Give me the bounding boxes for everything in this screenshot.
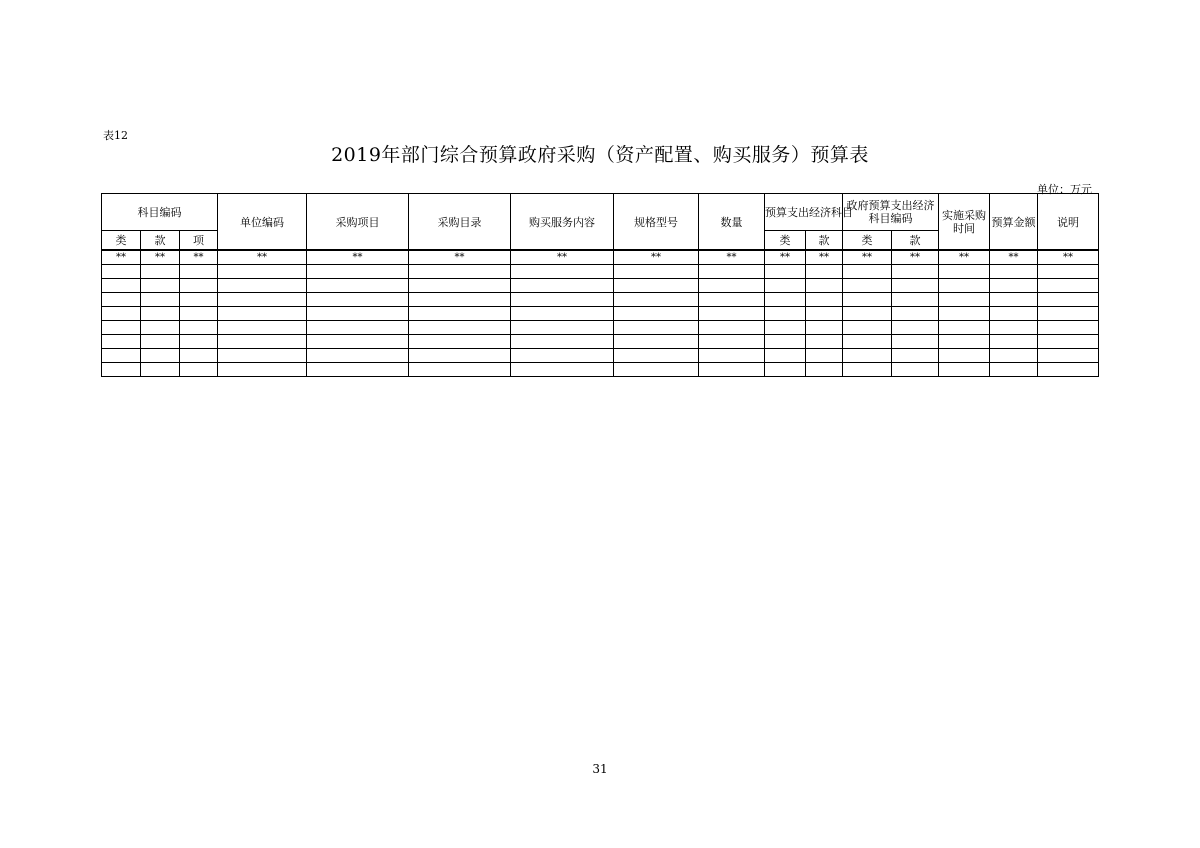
table-cell [939,265,990,279]
table-cell [1038,293,1099,307]
table-cell [699,307,765,321]
table-cell [409,307,511,321]
table-cell [307,363,409,377]
table-cell [892,335,939,349]
procurement-budget-table [101,193,1099,377]
table-cell [180,321,218,335]
table-cell [141,307,180,321]
table-cell [806,293,843,307]
header-gov-kuan: 款 [892,231,939,251]
table-cell [1038,307,1099,321]
table-cell [939,363,990,377]
header-budget-kuan: 款 [806,231,843,251]
table-cell [939,321,990,335]
table-cell [614,265,699,279]
table-cell [180,349,218,363]
table-cell [141,349,180,363]
table-row [102,307,1099,321]
table-cell: ** [806,250,843,265]
table-cell [843,321,892,335]
table-cell [511,321,614,335]
table-cell [765,335,806,349]
table-cell [102,335,141,349]
table-cell [614,363,699,377]
header-procurement-catalog: 采购目录 [409,194,511,251]
table-cell [939,335,990,349]
table-cell [307,349,409,363]
header-unit-code: 单位编码 [218,194,307,251]
table-row [102,250,1099,265]
table-cell [614,335,699,349]
table-cell [990,335,1038,349]
table-cell: ** [699,250,765,265]
table-cell [1038,265,1099,279]
table-cell [990,265,1038,279]
table-cell [218,293,307,307]
table-cell: ** [765,250,806,265]
table-cell [307,321,409,335]
table-cell [141,265,180,279]
table-cell: ** [409,250,511,265]
header-quantity: 数量 [699,194,765,251]
table-cell [843,349,892,363]
table-cell [511,363,614,377]
table-cell [511,279,614,293]
header-gov-econ-subject: 政府预算支出经济科目编码 [843,194,939,231]
table-cell [939,307,990,321]
unit-label: 单位：万元 [1037,183,1092,196]
table-cell [843,265,892,279]
header-procurement-time: 实施采购时间 [939,194,990,251]
table-row [102,265,1099,279]
table-cell [614,321,699,335]
table-cell [511,307,614,321]
table-cell [1038,335,1099,349]
table-cell [990,363,1038,377]
header-lei: 类 [102,231,141,251]
table-cell [218,279,307,293]
table-cell [409,293,511,307]
table-cell [141,363,180,377]
header-remarks: 说明 [1038,194,1099,251]
table-cell [843,307,892,321]
table-cell [307,293,409,307]
header-spec-model: 规格型号 [614,194,699,251]
table-cell [843,293,892,307]
table-cell: ** [939,250,990,265]
table-cell: ** [990,250,1038,265]
table-cell [990,321,1038,335]
table-cell [409,265,511,279]
table-cell [218,363,307,377]
table-cell [892,321,939,335]
table-cell [180,279,218,293]
table-cell [990,279,1038,293]
header-gov-lei: 类 [843,231,892,251]
table-cell [892,363,939,377]
table-row [102,349,1099,363]
table-cell: ** [102,250,141,265]
table-cell [765,363,806,377]
table-row [102,279,1099,293]
table-cell [102,265,141,279]
header-xiang: 项 [180,231,218,251]
table-cell [892,307,939,321]
table-cell [180,307,218,321]
table-cell [409,363,511,377]
table-cell [699,321,765,335]
table-cell [990,293,1038,307]
table-cell [511,349,614,363]
header-budget-amount: 预算金额 [990,194,1038,251]
table-cell [180,363,218,377]
header-budget-lei: 类 [765,231,806,251]
table-cell: ** [180,250,218,265]
table-cell [892,349,939,363]
table-cell [806,279,843,293]
table-cell [218,265,307,279]
table-row [102,335,1099,349]
table-cell [511,293,614,307]
table-cell [141,321,180,335]
table-cell [806,363,843,377]
table-row [102,321,1099,335]
table-cell [699,363,765,377]
table-cell: ** [892,250,939,265]
table-cell [1038,321,1099,335]
table-cell [843,363,892,377]
table-cell [307,307,409,321]
table-cell [218,307,307,321]
table-cell [892,265,939,279]
table-cell [765,349,806,363]
table-cell: ** [843,250,892,265]
table-cell [843,335,892,349]
table-cell [102,349,141,363]
table-cell [409,349,511,363]
table-cell: ** [511,250,614,265]
header-procurement-item: 采购项目 [307,194,409,251]
header-kuan: 款 [141,231,180,251]
table-cell [765,265,806,279]
table-cell [806,321,843,335]
table-cell [102,363,141,377]
table-cell [765,307,806,321]
table-cell [141,335,180,349]
table-cell [409,335,511,349]
table-cell [765,279,806,293]
table-cell [699,279,765,293]
table-row [102,363,1099,377]
page-title: 2019年部门综合预算政府采购（资产配置、购买服务）预算表 [331,144,869,166]
table-cell [699,293,765,307]
table-cell [307,335,409,349]
table-cell [765,293,806,307]
table-cell [218,335,307,349]
table-cell [102,321,141,335]
table-cell [939,293,990,307]
table-cell [511,265,614,279]
table-cell: ** [141,250,180,265]
table-cell [218,321,307,335]
table-cell [765,321,806,335]
table-row [102,293,1099,307]
header-budget-econ-subject: 预算支出经济科目 [765,194,843,231]
table-cell [806,335,843,349]
table-cell [614,279,699,293]
table-cell [102,293,141,307]
table-cell [614,293,699,307]
table-cell [699,349,765,363]
table-cell: ** [1038,250,1099,265]
header-subject-code: 科目编码 [102,194,218,231]
table-cell [409,279,511,293]
table-cell [614,349,699,363]
table-cell [990,307,1038,321]
table-cell [102,279,141,293]
table-cell [1038,349,1099,363]
table-cell [939,349,990,363]
table-cell [409,321,511,335]
header-service-content: 购买服务内容 [511,194,614,251]
table-cell: ** [307,250,409,265]
table-cell [806,307,843,321]
table-cell [180,293,218,307]
table-cell [806,265,843,279]
table-cell [990,349,1038,363]
table-cell [141,279,180,293]
table-cell [892,279,939,293]
table-cell [699,335,765,349]
table-cell [218,349,307,363]
table-cell [806,349,843,363]
table-cell: ** [614,250,699,265]
table-cell [102,307,141,321]
table-cell [511,335,614,349]
table-cell [1038,363,1099,377]
table-number-label: 表12 [103,129,128,142]
table-cell [1038,279,1099,293]
table-cell [307,265,409,279]
table-cell [843,279,892,293]
table-cell [307,279,409,293]
table-cell: ** [218,250,307,265]
table-cell [892,293,939,307]
page-number: 31 [592,762,608,776]
table-cell [141,293,180,307]
table-cell [614,307,699,321]
table-cell [699,265,765,279]
table-cell [180,265,218,279]
table-cell [180,335,218,349]
table-cell [939,279,990,293]
